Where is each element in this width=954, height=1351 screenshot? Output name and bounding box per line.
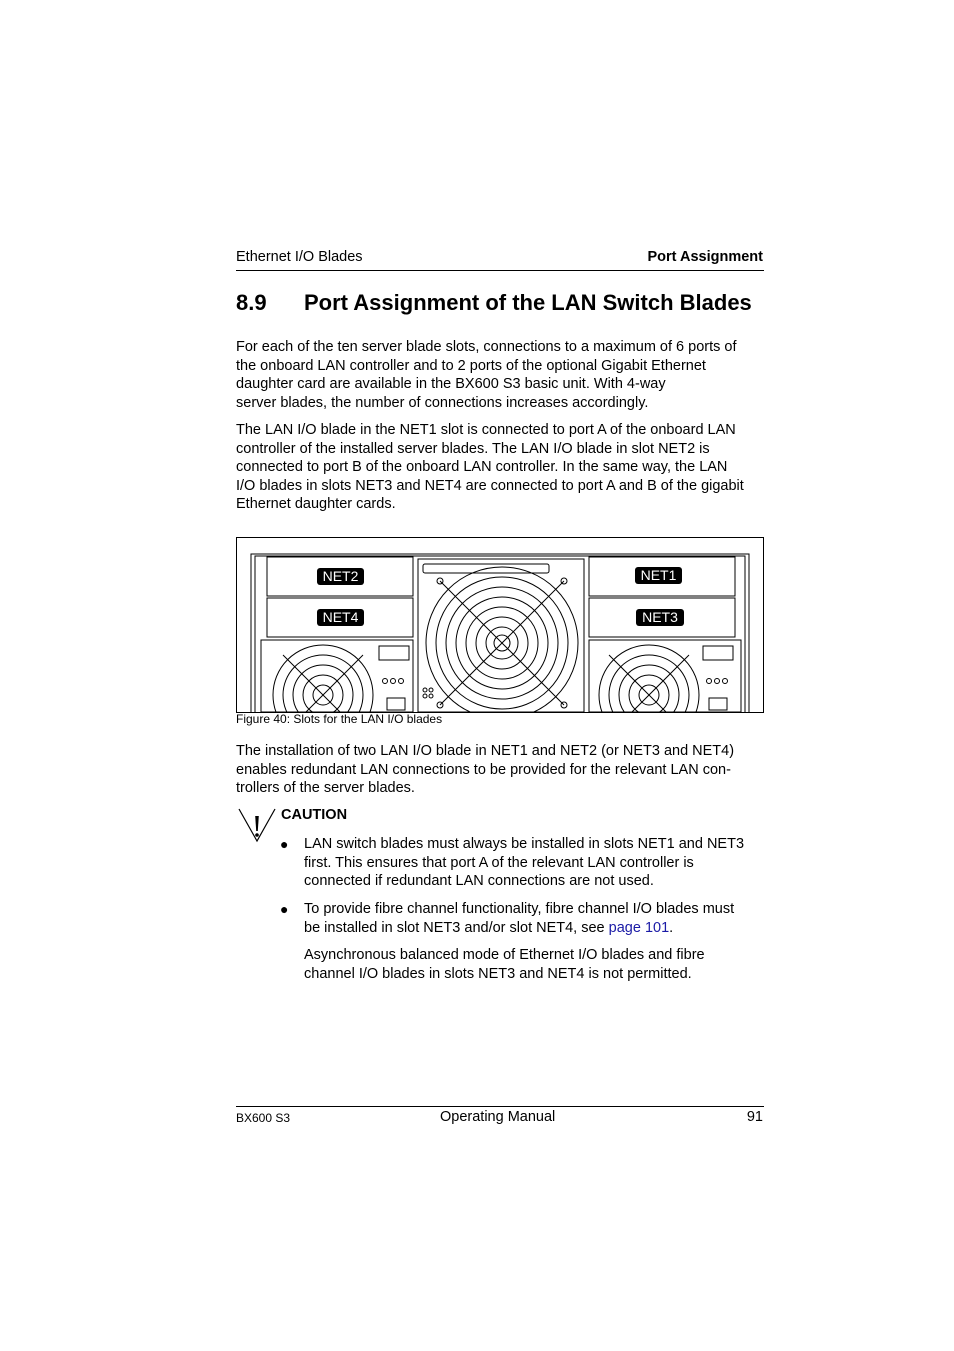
paragraph-slot-assignment xyxy=(236,421,764,514)
figure-lan-slots xyxy=(236,537,764,713)
text-line: controller of the installed server blades. The LAN I/O blade in slot NET2 is xyxy=(236,440,710,457)
text-line: channel I/O blades in slots NET3 and NET4 is not permitted. xyxy=(304,965,692,982)
text-line: I/O blades in slots NET3 and NET4 are connected to port A and B of the gigabit xyxy=(236,477,744,494)
figure-caption: Figure 40: Slots for the LAN I/O blades xyxy=(236,712,443,726)
text-line: daughter card are available in the BX600 S3 basic unit. With 4-way xyxy=(236,376,666,393)
text-line xyxy=(304,919,766,938)
footer-title: Operating Manual xyxy=(440,1109,556,1125)
center-fan-icon xyxy=(423,567,578,712)
net3-label: NET3 xyxy=(642,609,678,625)
text-line: The installation of two LAN I/O blade in NET1 and NET2 (or NET3 and NET4) xyxy=(236,743,735,759)
caution-v-icon xyxy=(238,807,276,843)
footer-rule xyxy=(236,1106,764,1107)
text-line: the onboard LAN controller and to 2 ports of the optional Gigabit Ethernet xyxy=(236,357,706,374)
text-line: To provide fibre channel functionality, fibre channel I/O blades must xyxy=(304,901,735,917)
text-line: server blades, the number of connections increases accordingly. xyxy=(236,394,649,411)
text-line: For each of the ten server blade slots, connections to a maximum of 6 ports of xyxy=(236,339,737,355)
paragraph-redundancy xyxy=(236,742,764,798)
text-line: trollers of the server blades. xyxy=(236,780,415,797)
footer-model: BX600 S3 xyxy=(236,1111,291,1125)
caution-item-fibre-channel xyxy=(304,900,766,937)
text-line: enables redundant LAN connections to be provided for the relevant LAN con- xyxy=(236,761,731,778)
caution-item-install-order xyxy=(304,835,766,891)
net4-label: NET4 xyxy=(322,609,359,625)
header-rule xyxy=(236,270,764,271)
text-span: . xyxy=(669,919,674,936)
page-101-link[interactable]: page 101 xyxy=(608,919,670,936)
section-title: Port Assignment of the LAN Switch Blades xyxy=(304,290,752,315)
slot-badge-net2 xyxy=(317,568,364,585)
section-number: 8.9 xyxy=(236,290,267,315)
chassis-drawing xyxy=(237,538,763,712)
right-psu-fan-icon xyxy=(599,645,728,712)
slot-badge-net4 xyxy=(317,609,364,626)
running-header-chapter: Ethernet I/O Blades xyxy=(236,249,363,265)
net2-label: NET2 xyxy=(322,568,359,584)
text-line: LAN switch blades must always be installed in slots NET1 and NET3 xyxy=(304,836,745,852)
net1-label: NET1 xyxy=(640,567,677,583)
text-line: Ethernet daughter cards. xyxy=(236,496,396,513)
text-line: connected to port B of the onboard LAN controller. In the same way, the LAN xyxy=(236,459,728,476)
text-line: Asynchronous balanced mode of Ethernet I/O blades and fibre xyxy=(304,947,705,963)
bullet-icon: ● xyxy=(280,901,289,917)
page-number: 91 xyxy=(746,1109,763,1125)
text-span: be installed in slot NET3 and/or slot NET4, see xyxy=(304,919,609,936)
caution-heading: CAUTION xyxy=(281,807,348,823)
text-line: The LAN I/O blade in the NET1 slot is connected to port A of the onboard LAN xyxy=(236,422,736,438)
caution-note xyxy=(304,946,766,983)
slot-badge-net3 xyxy=(636,609,684,626)
bullet-icon: ● xyxy=(280,836,289,852)
running-header-section: Port Assignment xyxy=(647,249,763,265)
paragraph-connections xyxy=(236,338,764,412)
text-line: connected if redundant LAN connections are not used. xyxy=(304,873,654,890)
text-line: first. This ensures that port A of the relevant LAN controller is xyxy=(304,854,694,871)
left-psu-fan-icon xyxy=(273,645,405,712)
slot-badge-net1 xyxy=(635,567,682,584)
